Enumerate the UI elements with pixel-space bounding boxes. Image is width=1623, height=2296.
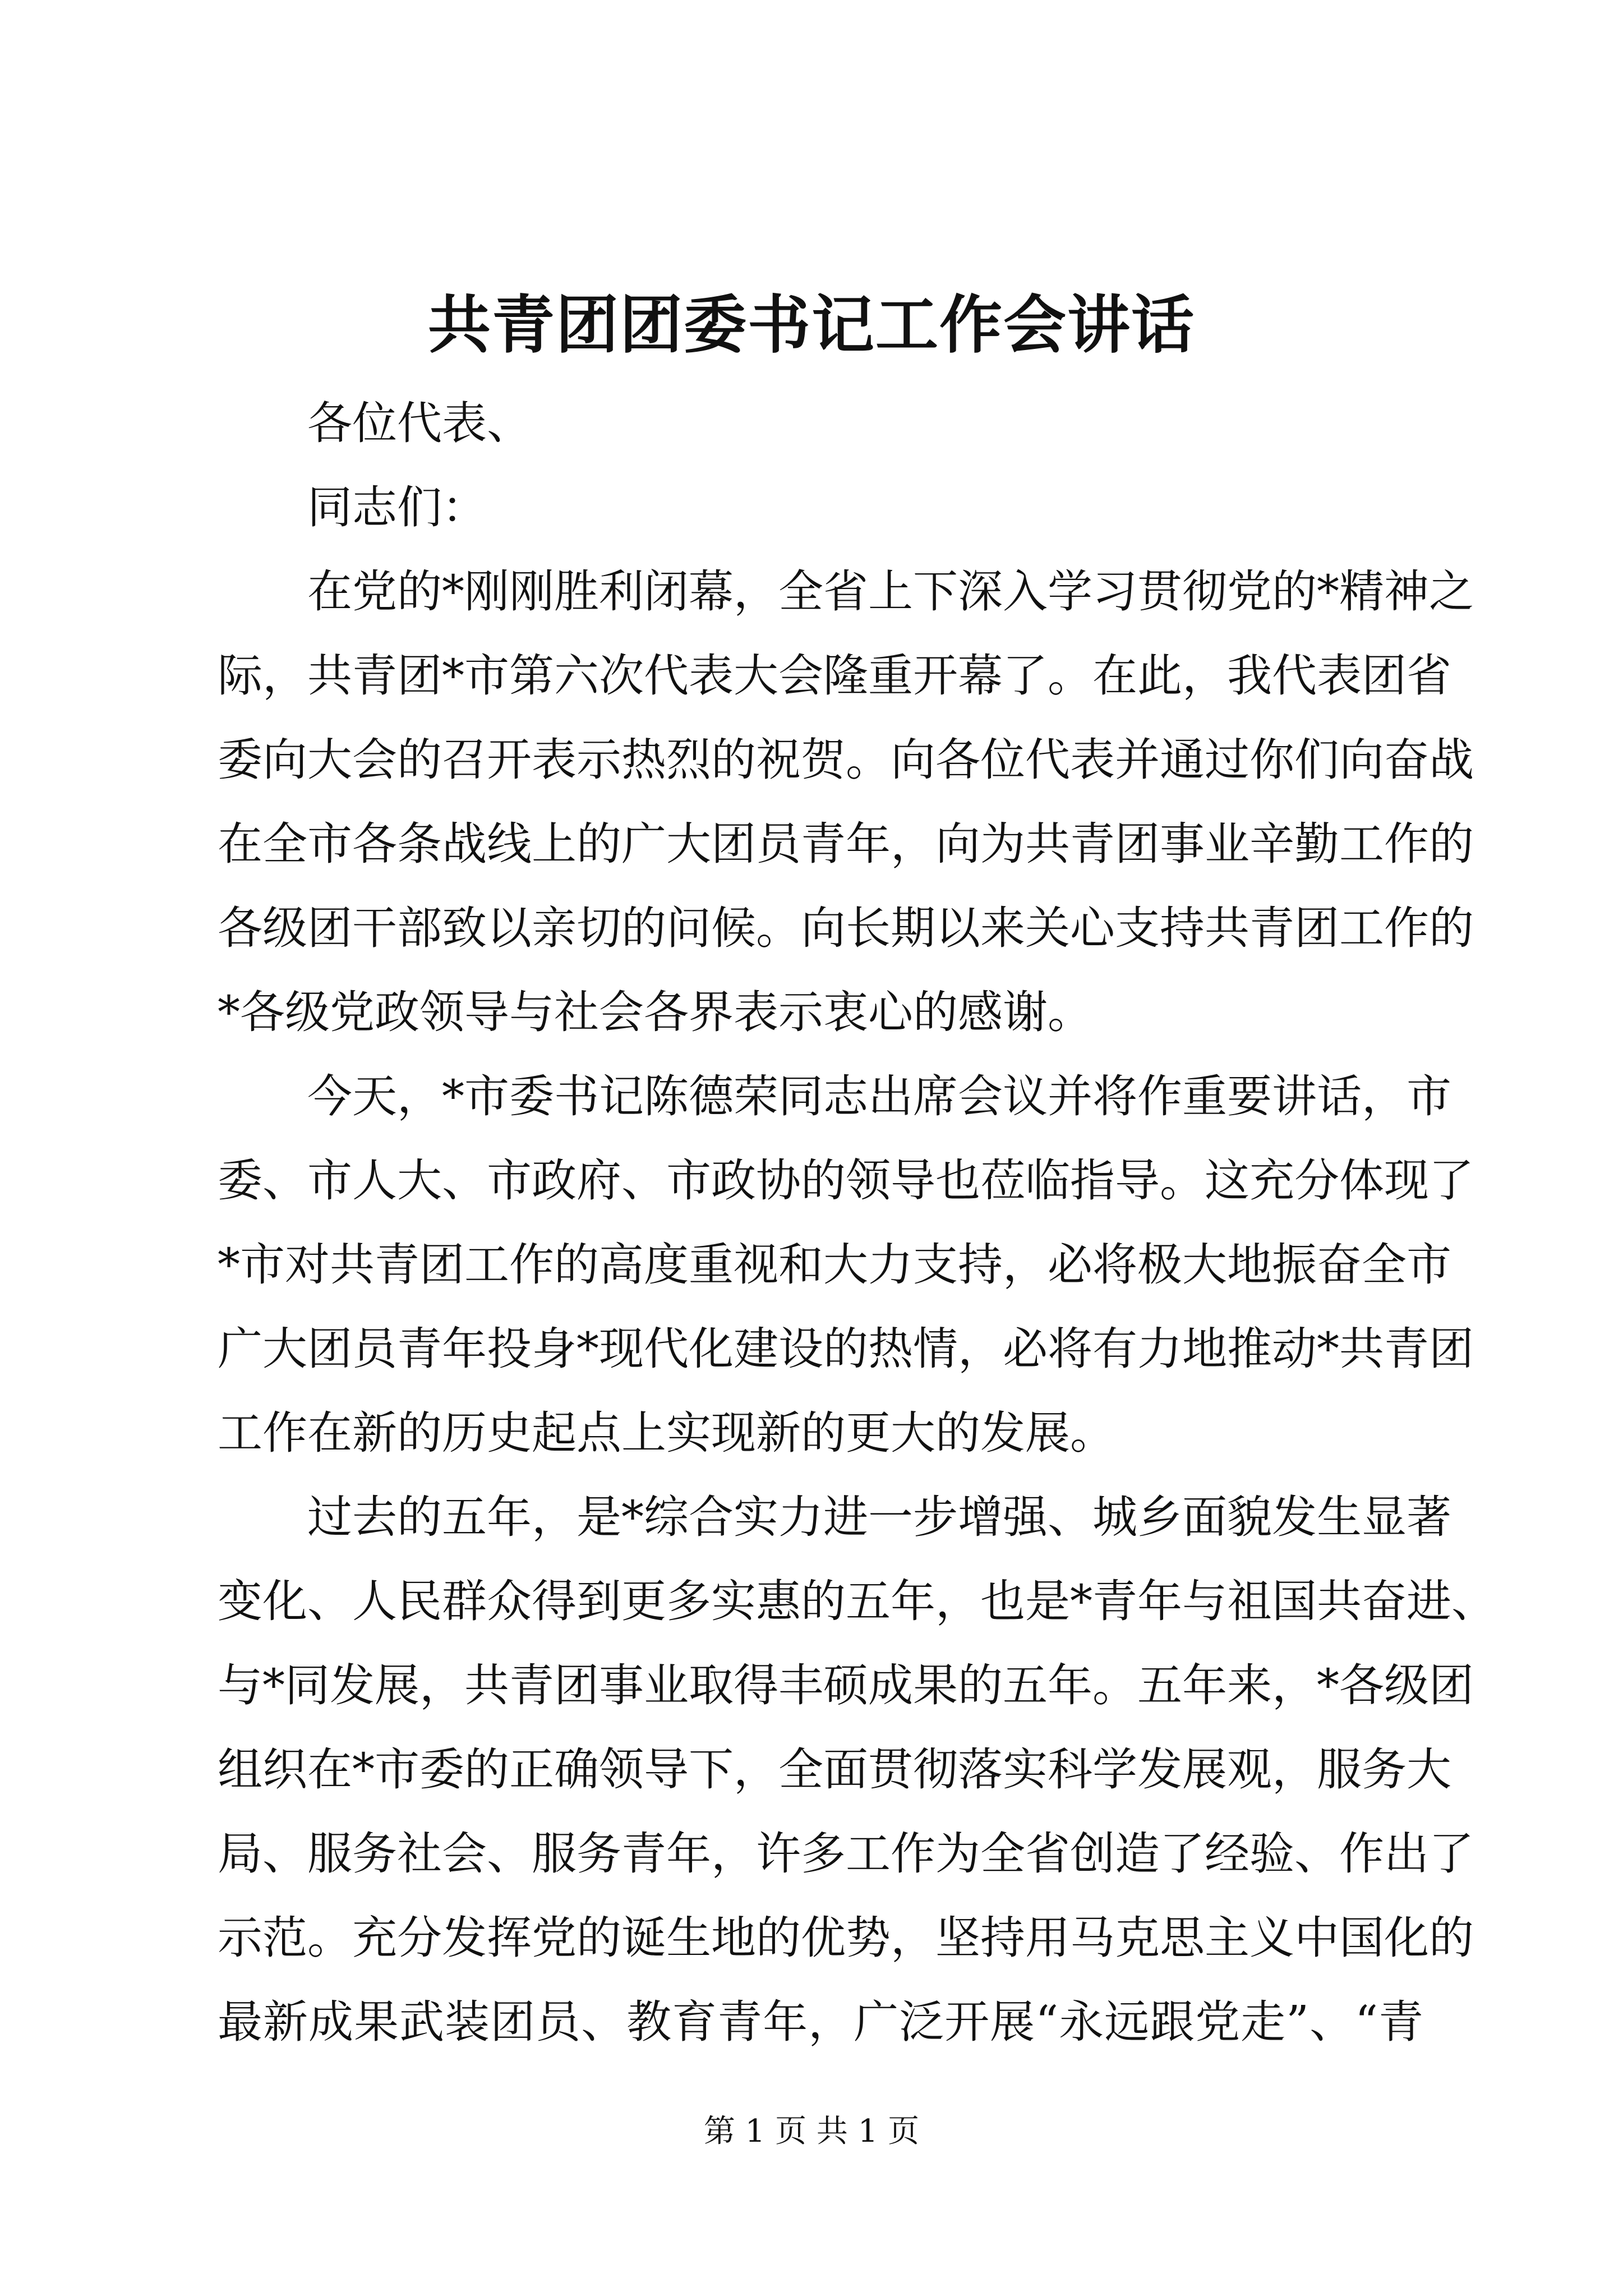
paragraph-line: 最新成果武装团员、教育青年，广泛开展“永远跟党走”、“青 <box>218 1996 1423 2048</box>
salutation-line: 同志们： <box>307 481 487 533</box>
paragraph-line: 在党的*刚刚胜利闭幕，全省上下深入学习贯彻党的*精神之 <box>307 565 1474 618</box>
paragraph-line: 委、市人大、市政府、市政协的领导也莅临指导。这充分体现了 <box>218 1154 1474 1207</box>
page-number-footer: 第 1 页 共 1 页 <box>703 2113 920 2150</box>
paragraph-line: 变化、人民群众得到更多实惠的五年，也是*青年与祖国共奋进、 <box>218 1575 1496 1627</box>
paragraph-line: 示范。充分发挥党的诞生地的优势，坚持用马克思主义中国化的 <box>218 1912 1474 1964</box>
paragraph-line: 委向大会的召开表示热烈的祝贺。向各位代表并通过你们向奋战 <box>218 734 1474 786</box>
salutation-line: 各位代表、 <box>307 397 532 449</box>
paragraph-line: 组织在*市委的正确领导下，全面贯彻落实科学发展观，服务大 <box>218 1743 1451 1796</box>
paragraph-line: 在全市各条战线上的广大团员青年，向为共青团事业辛勤工作的 <box>218 818 1474 870</box>
paragraph-line: 今天，*市委书记陈德荣同志出席会议并将作重要讲话，市 <box>307 1070 1451 1122</box>
paragraph-line: 工作在新的历史起点上实现新的更大的发展。 <box>218 1407 1115 1459</box>
paragraph-line: *市对共青团工作的高度重视和大力支持，必将极大地振奋全市 <box>218 1239 1451 1291</box>
paragraph-line: 广大团员青年投身*现代化建设的热情，必将有力地推动*共青团 <box>218 1323 1474 1375</box>
paragraph-line: 过去的五年，是*综合实力进一步增强、城乡面貌发生显著 <box>307 1491 1451 1543</box>
paragraph-line: 与*同发展，共青团事业取得丰硕成果的五年。五年来，*各级团 <box>218 1659 1474 1711</box>
paragraph-line: 各级团干部致以亲切的问候。向长期以来关心支持共青团工作的 <box>218 902 1474 954</box>
paragraph-line: 局、服务社会、服务青年，许多工作为全省创造了经验、作出了 <box>218 1828 1474 1880</box>
paragraph-line: *各级党政领导与社会各界表示衷心的感谢。 <box>218 986 1092 1038</box>
document-body <box>218 381 1496 2064</box>
document-title: 共青团团委书记工作会讲话 <box>428 288 1195 362</box>
paragraph-line: 际，共青团*市第六次代表大会隆重开幕了。在此，我代表团省 <box>218 650 1451 702</box>
